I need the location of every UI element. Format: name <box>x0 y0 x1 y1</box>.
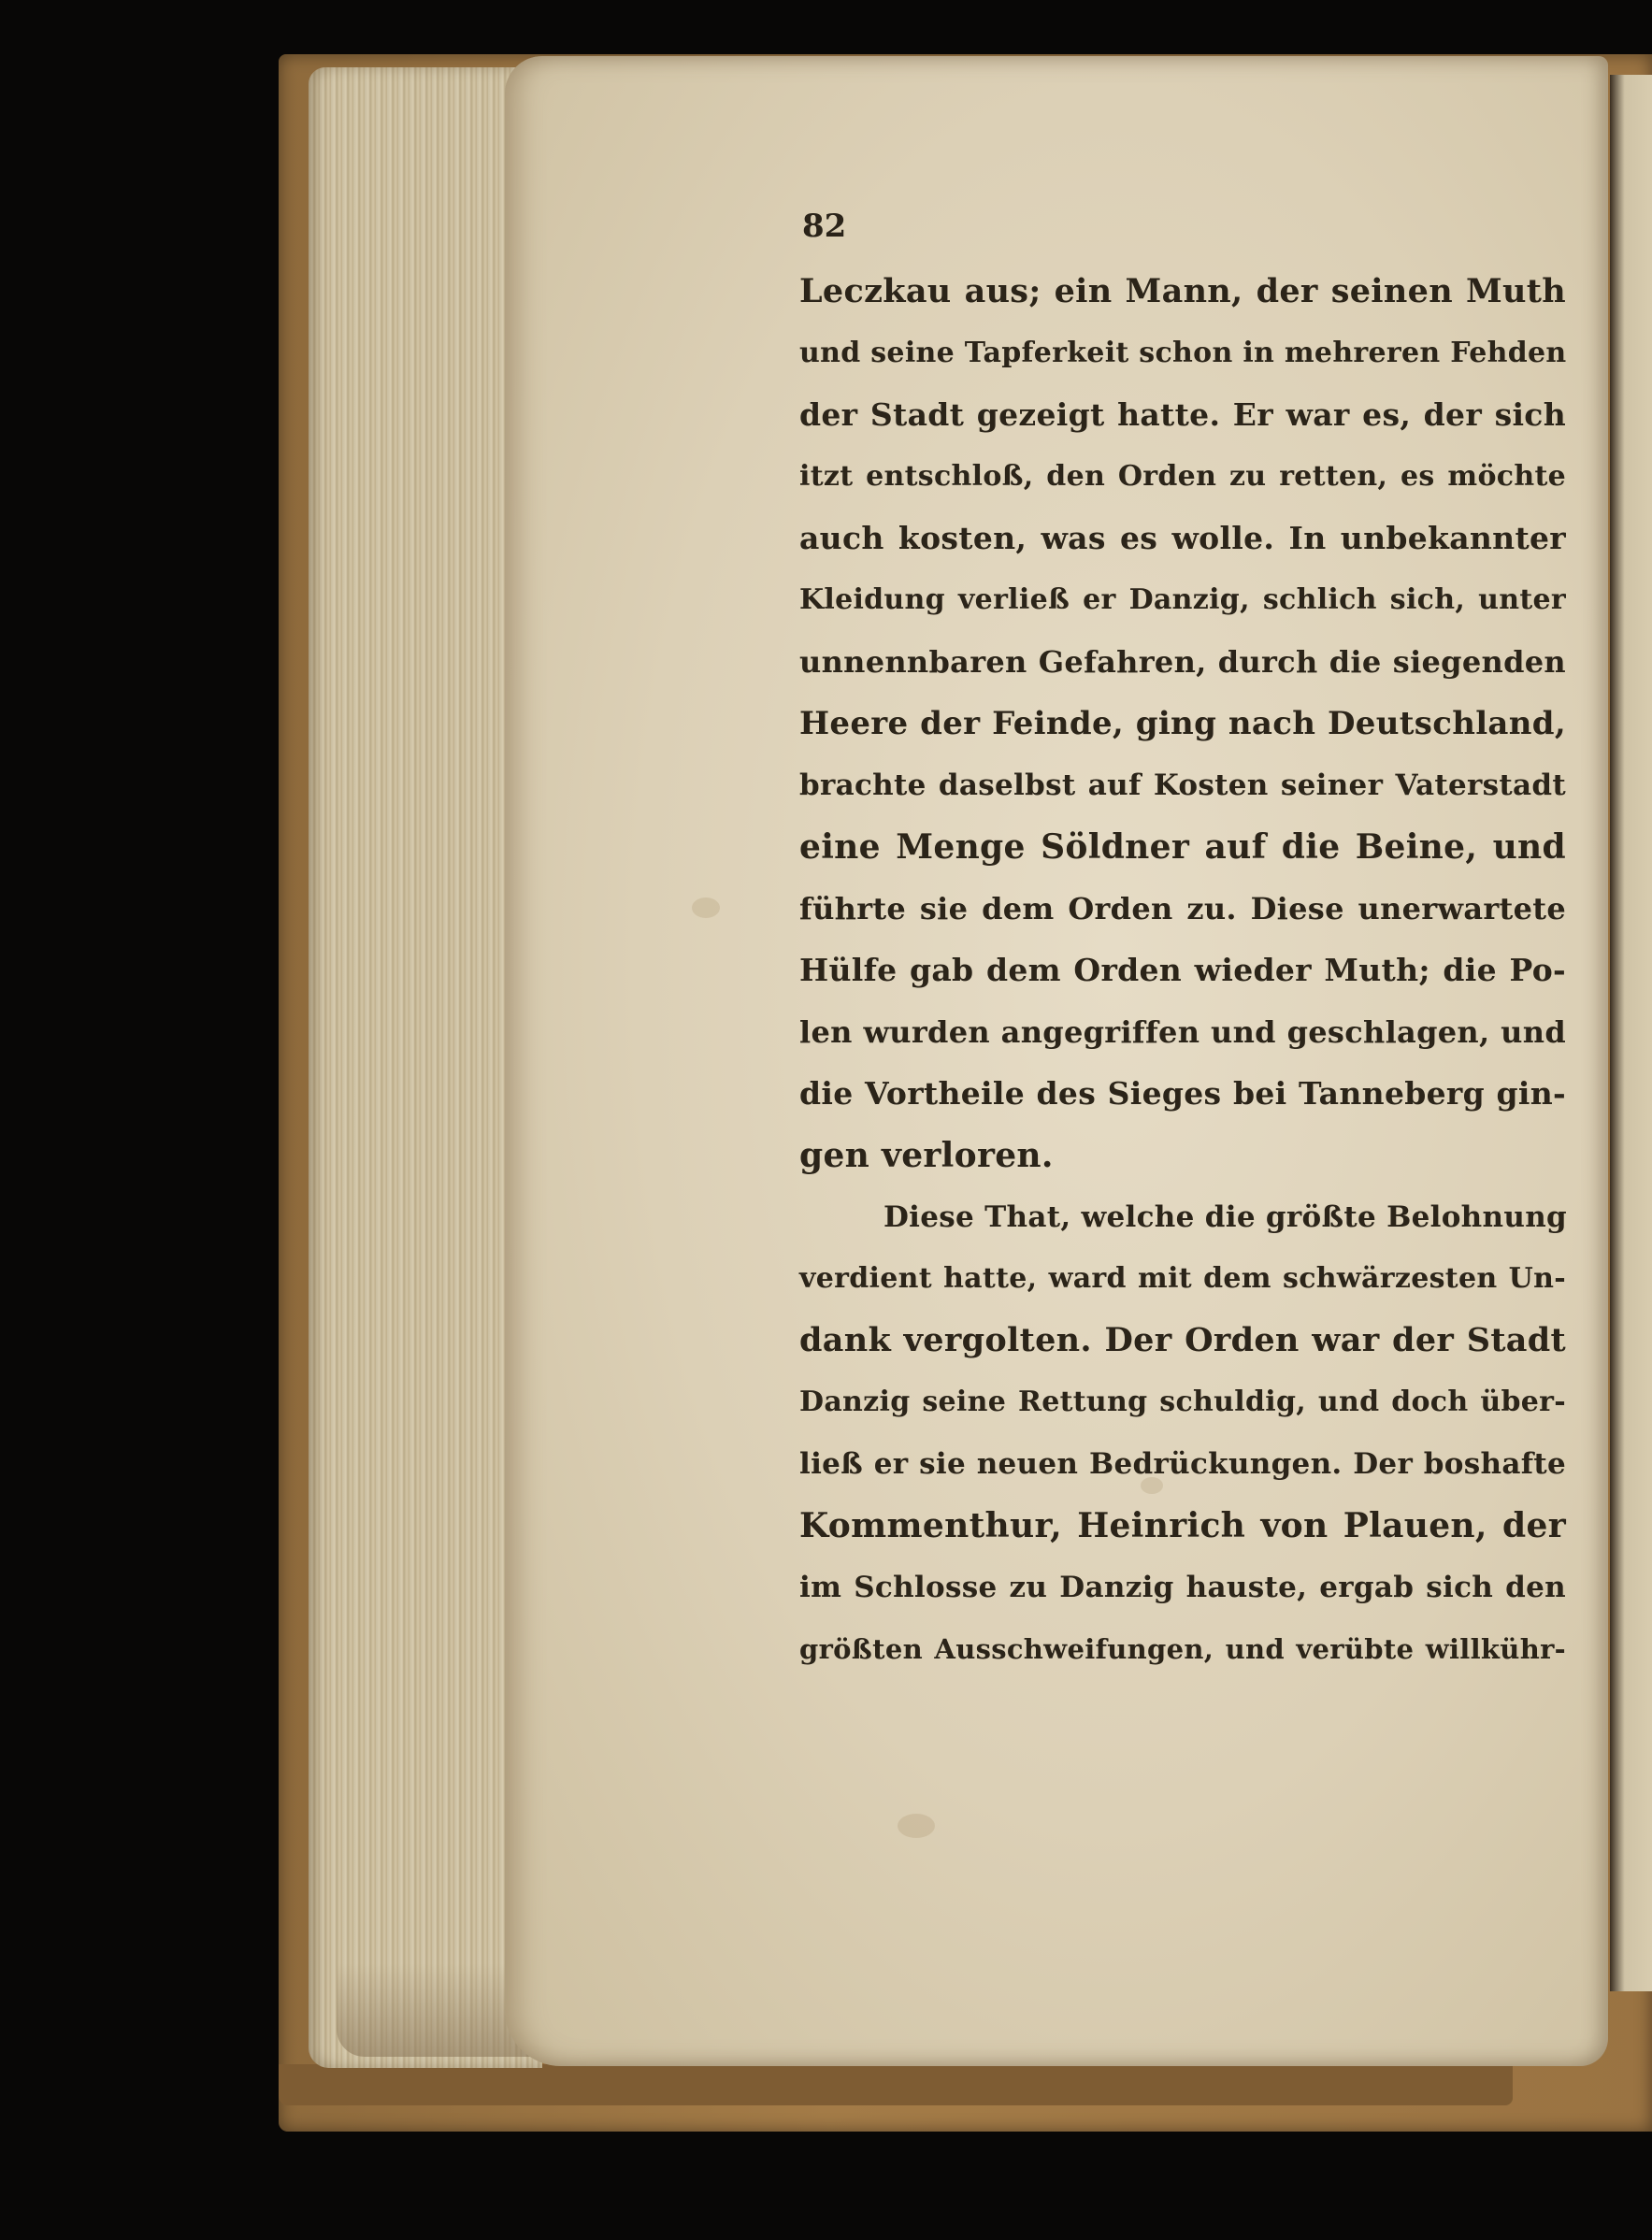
book-cover-edge <box>279 2064 1513 2105</box>
text-line: Hülfe gab dem Orden wieder Muth; die Po- <box>799 952 1566 988</box>
text-line: verdient hatte, ward mit dem schwärzesten Un- <box>799 1262 1566 1295</box>
text-line: unnennbaren Gefahren, durch die siegenden <box>799 644 1566 680</box>
text-line: Leczkau aus; ein Mann, der seinen Muth <box>799 272 1566 310</box>
text-line: len wurden angegriffen und geschlagen, und <box>799 1014 1566 1050</box>
text-line: itzt entschloß, den Orden zu retten, es möchte <box>799 460 1566 493</box>
text-line: Heere der Feinde, ging nach Deutschland, <box>799 705 1566 742</box>
text-line: dank vergolten. Der Orden war der Stadt <box>799 1321 1566 1359</box>
text-line: gen verloren. <box>799 1136 1054 1175</box>
text-line: und seine Tapferkeit schon in mehreren Fehden <box>799 337 1567 369</box>
text-line: ließ er sie neuen Bedrückungen. Der boshafte <box>799 1447 1566 1481</box>
paper-spot <box>692 897 720 918</box>
text-line: Danzig seine Rettung schuldig, und doch über- <box>799 1386 1566 1418</box>
text-line: Diese That, welche die größte Belohnung <box>883 1200 1568 1234</box>
text-line: eine Menge Söldner auf die Beine, und <box>799 827 1566 867</box>
paper-spot <box>898 1814 935 1838</box>
page-number: 82 <box>802 208 847 245</box>
text-line: Kommenthur, Heinrich von Plauen, der <box>799 1506 1566 1545</box>
text-line: der Stadt gezeigt hatte. Er war es, der sich <box>799 396 1566 433</box>
text-line: führte sie dem Orden zu. Diese unerwartete <box>799 891 1566 926</box>
text-line: auch kosten, was es wolle. In unbekannter <box>799 520 1566 556</box>
text-line: größten Ausschweifungen, und verübte willkühr- <box>799 1633 1566 1665</box>
next-page-strip <box>1610 75 1652 1991</box>
text-line: brachte daselbst auf Kosten seiner Vaterstadt <box>799 768 1566 802</box>
text-line: im Schlosse zu Danzig hauste, ergab sich den <box>799 1571 1566 1604</box>
text-line: Kleidung verließ er Danzig, schlich sich, unter <box>799 583 1566 616</box>
text-line: die Vortheile des Sieges bei Tanneberg gin- <box>799 1075 1566 1112</box>
